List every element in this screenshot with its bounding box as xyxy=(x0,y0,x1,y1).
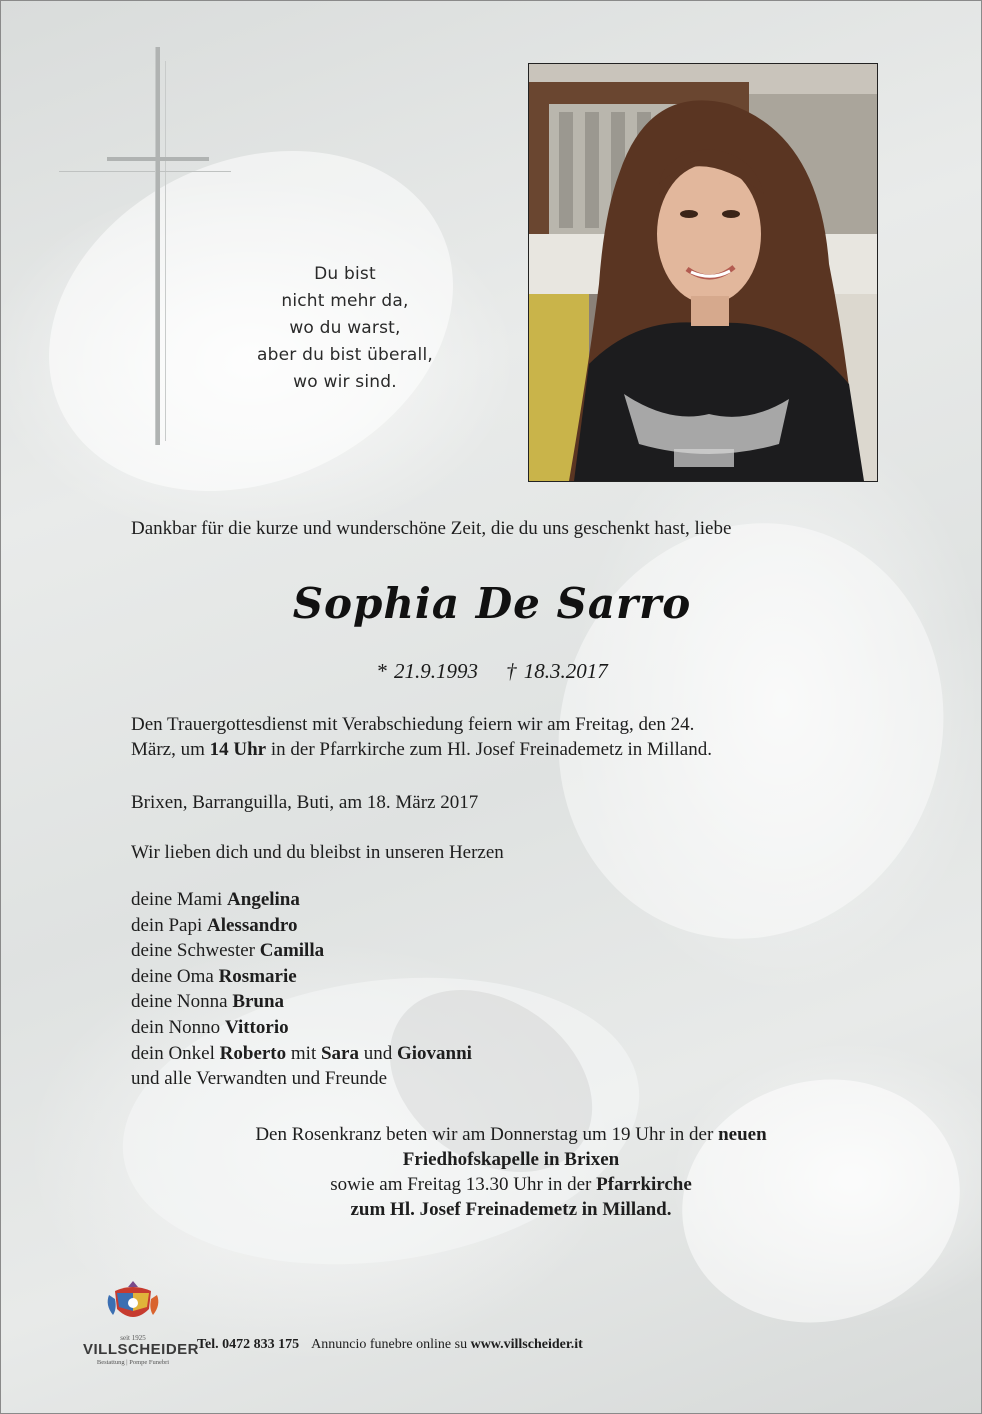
phone-number: Tel. 0472 833 175 xyxy=(197,1337,300,1352)
contact-line xyxy=(197,1337,583,1353)
birth-date: * 21.9.1993 xyxy=(376,659,478,683)
deceased-name: Sophia De Sarro xyxy=(292,579,692,628)
family-member: deine Schwester Camilla xyxy=(131,940,325,962)
family-member: dein Nonno Vittorio xyxy=(131,1016,289,1038)
poem-line: wo wir sind. xyxy=(293,372,397,392)
poem xyxy=(221,261,469,396)
logo-brand: VILLSCHEIDER xyxy=(83,1341,200,1358)
family-others: und alle Verwandten und Freunde xyxy=(131,1068,388,1090)
family-member: deine Nonna Bruna xyxy=(131,991,285,1013)
family-member: deine Oma Rosmarie xyxy=(131,965,297,987)
family-list xyxy=(131,887,891,1092)
family-member: dein Onkel Roberto mit Sara und Giovanni xyxy=(131,1042,472,1064)
logo-subtitle: Bestattung | Pompe Funebri xyxy=(96,1359,170,1366)
portrait-photo xyxy=(528,63,878,482)
poem-line: Du bist xyxy=(314,264,376,284)
family-crest-icon xyxy=(105,1279,161,1327)
love-line: Wir lieben dich und du bleibst in unseren Herzen xyxy=(131,842,504,863)
poem-line: nicht mehr da, xyxy=(281,291,409,311)
family-member: dein Papi Alessandro xyxy=(131,914,298,936)
poem-line: wo du warst, xyxy=(289,318,401,338)
service-time: 14 Uhr xyxy=(209,739,267,760)
death-date: † 18.3.2017 xyxy=(506,659,608,683)
funeral-service-text: Den Trauergottesdienst mit Verabschiedung feiern wir am Freitag, den 24. März, um 14 Uhr in der Pfarrkirche zum Hl. Josef Freinademetz in Milland. xyxy=(131,714,712,760)
rosary-text: Den Rosenkranz beten wir am Donnerstag um 19 Uhr in der neuen Friedhofskapelle in Brixen sowie am Freitag 13.30 Uhr in der Pfarrkirche zum Hl. Josef Freinademetz in Milland. xyxy=(255,1124,767,1220)
website-link[interactable]: www.villscheider.it xyxy=(470,1337,583,1352)
family-member: deine Mami Angelina xyxy=(131,889,300,910)
poem-line: aber du bist überall, xyxy=(257,345,433,365)
funeral-home-logo xyxy=(83,1279,200,1366)
logo-established: seit 1925 xyxy=(120,1334,146,1342)
life-dates xyxy=(1,659,982,684)
online-text: Annuncio funebre online su xyxy=(311,1337,471,1352)
intro-text: Dankbar für die kurze und wunderschöne Zeit, die du uns geschenkt hast, liebe xyxy=(131,518,732,539)
place-and-date: Brixen, Barranguilla, Buti, am 18. März 2017 xyxy=(131,792,479,813)
